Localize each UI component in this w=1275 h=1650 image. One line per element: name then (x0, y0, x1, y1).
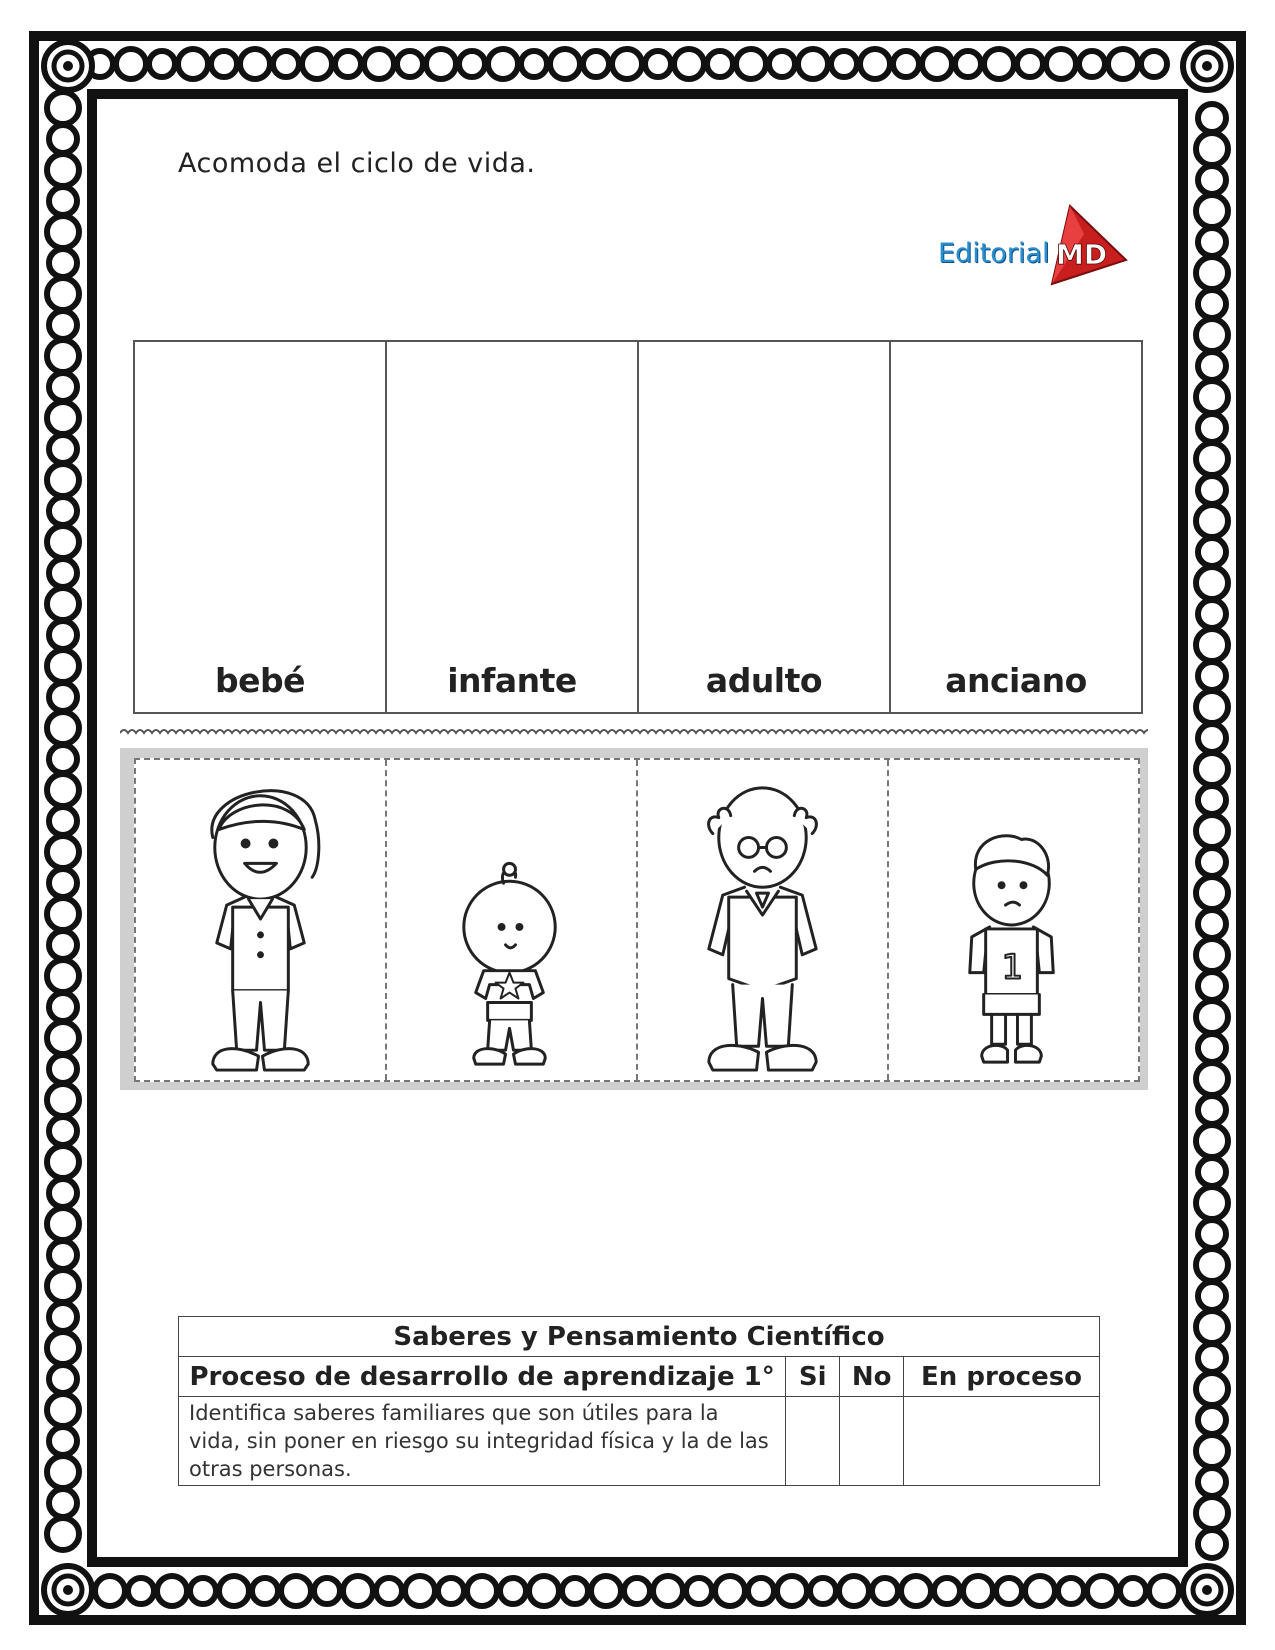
border-circle (49, 311, 77, 339)
border-corner-spiral-dot (1202, 1585, 1212, 1595)
life-cycle-labels-table (133, 340, 1143, 714)
border-circle (1196, 1001, 1228, 1033)
border-circle (240, 49, 270, 79)
rubric-col-en-proceso: En proceso (904, 1357, 1100, 1397)
border-circle (624, 1578, 650, 1604)
border-circle (149, 51, 175, 77)
border-circle (47, 1456, 79, 1488)
border-circle (1196, 443, 1228, 475)
border-circle (1196, 381, 1228, 413)
evaluation-rubric-table (178, 1316, 1100, 1486)
border-circle (1198, 600, 1226, 628)
label-adulto: adulto (705, 661, 823, 700)
border-circle (500, 1578, 526, 1604)
border-circle (521, 51, 547, 77)
border-circle (49, 1303, 77, 1331)
border-circle (612, 49, 642, 79)
border-circle (1198, 290, 1226, 318)
rubric-cell-si[interactable] (786, 1397, 840, 1486)
border-circle (47, 774, 79, 806)
border-circle (47, 1270, 79, 1302)
border-circle (583, 51, 609, 77)
border-circle (831, 51, 857, 77)
border-circle (934, 1578, 960, 1604)
border-circle (901, 1576, 931, 1606)
border-circle (47, 898, 79, 930)
cutout-card-baby[interactable] (387, 760, 638, 1080)
border-circle (47, 1394, 79, 1426)
border-circle (707, 51, 733, 77)
instruction-text: Acomoda el ciclo de vida. (178, 148, 536, 179)
border-circle (1196, 1063, 1228, 1095)
elderly-man-figure (638, 760, 887, 1080)
border-circle (963, 1576, 993, 1606)
logo-mark-text: MD (1056, 238, 1108, 271)
border-circle (1198, 414, 1226, 442)
border-circle (1196, 567, 1228, 599)
border-circle (1198, 786, 1226, 814)
label-cell-adulto[interactable] (639, 342, 891, 712)
border-circle (1196, 1311, 1228, 1343)
border-circle (893, 51, 919, 77)
border-circle (591, 1576, 621, 1606)
rubric-col-si: Si (786, 1357, 840, 1397)
rubric-title: Saberes y Pensamiento Científico (179, 1317, 1100, 1357)
border-circle (1198, 1344, 1226, 1372)
border-circle (1196, 133, 1228, 165)
border-circle (49, 1241, 77, 1269)
border-circle (49, 1489, 77, 1517)
border-circle (1087, 1576, 1117, 1606)
border-circle (426, 49, 456, 79)
border-circle (653, 1576, 683, 1606)
border-circle (47, 1208, 79, 1240)
border-circle (1198, 1220, 1226, 1248)
border-circle (777, 1576, 807, 1606)
border-circle (1198, 910, 1226, 938)
border-circle (715, 1576, 745, 1606)
border-circle (686, 1578, 712, 1604)
border-circle (49, 249, 77, 277)
border-circle (49, 1179, 77, 1207)
border-circle (736, 49, 766, 79)
border-circle (810, 1578, 836, 1604)
label-infante: infante (447, 661, 577, 700)
border-circle (1196, 195, 1228, 227)
border-circle (1198, 662, 1226, 690)
rubric-col-no: No (840, 1357, 904, 1397)
wavy-cut-line (120, 724, 1148, 742)
border-circle (47, 154, 79, 186)
label-bebe: bebé (214, 661, 305, 700)
label-anciano: anciano (945, 661, 1087, 700)
border-circle (49, 869, 77, 897)
border-circle (343, 1576, 373, 1606)
border-corner-spiral-dot (63, 61, 73, 71)
border-circle (1120, 1578, 1146, 1604)
border-circle (49, 1117, 77, 1145)
border-circle (49, 1365, 77, 1393)
adult-man-figure (136, 760, 385, 1080)
rubric-cell-en-proceso[interactable] (904, 1397, 1100, 1486)
wavy-cut-line-path (120, 730, 1148, 733)
border-circle (996, 1578, 1022, 1604)
border-circle (839, 1576, 869, 1606)
border-circle (1196, 1125, 1228, 1157)
border-circle (1198, 1158, 1226, 1186)
border-circle (488, 49, 518, 79)
border-circle (1198, 848, 1226, 876)
editorial-md-logo (938, 204, 1123, 286)
border-circle (1198, 1034, 1226, 1062)
border-circle (47, 588, 79, 620)
border-circle (252, 1578, 278, 1604)
border-circle (1196, 753, 1228, 785)
border-circle (1017, 51, 1043, 77)
logo-triangle-mark (1048, 204, 1128, 286)
border-circle (49, 1055, 77, 1083)
border-circle (49, 993, 77, 1021)
border-circle (748, 1578, 774, 1604)
border-circle (467, 1576, 497, 1606)
border-circle (47, 340, 79, 372)
border-circle (1108, 49, 1138, 79)
border-circle (1198, 1406, 1226, 1434)
border-circle (1046, 49, 1076, 79)
border-circle (190, 1578, 216, 1604)
border-circle (49, 125, 77, 153)
border-circle (1198, 1282, 1226, 1310)
border-circle (860, 49, 890, 79)
border-circle (405, 1576, 435, 1606)
border-circle (47, 1084, 79, 1116)
rubric-row-description: Identifica saberes familiares que son útiles para la vida, sin poner en riesgo su integridad física y la de las otras personas. (179, 1397, 786, 1486)
border-circle (1079, 51, 1105, 77)
cutout-card-adult[interactable] (136, 760, 387, 1080)
border-circle (769, 51, 795, 77)
child-figure (889, 760, 1138, 1080)
border-corner-spiral-dot (1202, 61, 1212, 71)
baby-figure (387, 760, 636, 1080)
border-circle (49, 621, 77, 649)
cutout-card-child[interactable] (889, 760, 1138, 1080)
border-circle (364, 49, 394, 79)
border-circle (872, 1578, 898, 1604)
cutout-card-elderly[interactable] (638, 760, 889, 1080)
border-circle (562, 1578, 588, 1604)
border-circle (157, 1576, 187, 1606)
border-circle (376, 1578, 402, 1604)
border-circle (1196, 1249, 1228, 1281)
border-circle (314, 1578, 340, 1604)
border-circle (47, 1022, 79, 1054)
border-circle (1196, 257, 1228, 289)
border-circle (1196, 691, 1228, 723)
border-circle (273, 51, 299, 77)
border-circle (49, 1427, 77, 1455)
border-circle (1198, 1468, 1226, 1496)
border-circle (1196, 877, 1228, 909)
border-circle (47, 464, 79, 496)
border-circle (95, 1576, 125, 1606)
border-circle (302, 49, 332, 79)
border-circle (645, 51, 671, 77)
logo-text: Editorial (938, 238, 1050, 269)
border-circle (1025, 1576, 1055, 1606)
cutout-strip (120, 748, 1148, 1090)
border-circle (47, 216, 79, 248)
border-circle (922, 49, 952, 79)
border-circle (49, 683, 77, 711)
border-circle (1198, 724, 1226, 752)
border-circle (1058, 1578, 1084, 1604)
border-circle (1196, 1497, 1228, 1529)
border-circle (49, 559, 77, 587)
border-circle (798, 49, 828, 79)
border-circle (49, 435, 77, 463)
border-circle (116, 49, 146, 79)
border-circle (1141, 51, 1167, 77)
label-cell-bebe[interactable] (135, 342, 387, 712)
border-circle (47, 712, 79, 744)
border-circle (955, 51, 981, 77)
border-circle (1198, 1096, 1226, 1124)
shirt-number: 1 (1001, 947, 1024, 987)
border-circle (1196, 505, 1228, 537)
border-circle (49, 931, 77, 959)
border-circle (47, 836, 79, 868)
border-circle (47, 650, 79, 682)
border-circle (1198, 538, 1226, 566)
rubric-col-process: Proceso de desarrollo de aprendizaje 1° (179, 1357, 786, 1397)
border-circle (49, 807, 77, 835)
border-circle (1196, 1373, 1228, 1405)
border-circle (47, 278, 79, 310)
border-circle (335, 51, 361, 77)
border-circle (984, 49, 1014, 79)
border-circle (49, 497, 77, 525)
border-circle (459, 51, 485, 77)
border-circle (49, 187, 77, 215)
label-cell-anciano[interactable] (891, 342, 1141, 712)
border-circle (211, 51, 237, 77)
border-circle (1198, 104, 1226, 132)
border-circle (47, 92, 79, 124)
border-circle (1196, 1435, 1228, 1467)
border-circle (550, 49, 580, 79)
border-circle (1198, 476, 1226, 504)
border-circle (529, 1576, 559, 1606)
border-circle (219, 1576, 249, 1606)
border-circle (397, 51, 423, 77)
label-cell-infante[interactable] (387, 342, 639, 712)
border-circle (47, 1146, 79, 1178)
border-circle (1198, 1530, 1226, 1558)
border-circle (438, 1578, 464, 1604)
border-circle (47, 960, 79, 992)
border-circle (178, 49, 208, 79)
border-circle (1198, 352, 1226, 380)
border-circle (1196, 319, 1228, 351)
border-circle (49, 373, 77, 401)
border-circle (1198, 166, 1226, 194)
border-circle (1196, 1187, 1228, 1219)
border-circle (47, 402, 79, 434)
border-circle (1196, 629, 1228, 661)
border-circle (128, 1578, 154, 1604)
border-circle (1149, 1576, 1179, 1606)
border-circle (1196, 939, 1228, 971)
border-circle (49, 745, 77, 773)
border-circle (1198, 972, 1226, 1000)
border-circle (674, 49, 704, 79)
border-circle (47, 526, 79, 558)
border-circle (1196, 815, 1228, 847)
border-circle (281, 1576, 311, 1606)
rubric-cell-no[interactable] (840, 1397, 904, 1486)
border-circle (47, 1332, 79, 1364)
border-circle (1198, 228, 1226, 256)
border-corner-spiral-dot (63, 1585, 73, 1595)
border-circle (47, 1518, 79, 1550)
